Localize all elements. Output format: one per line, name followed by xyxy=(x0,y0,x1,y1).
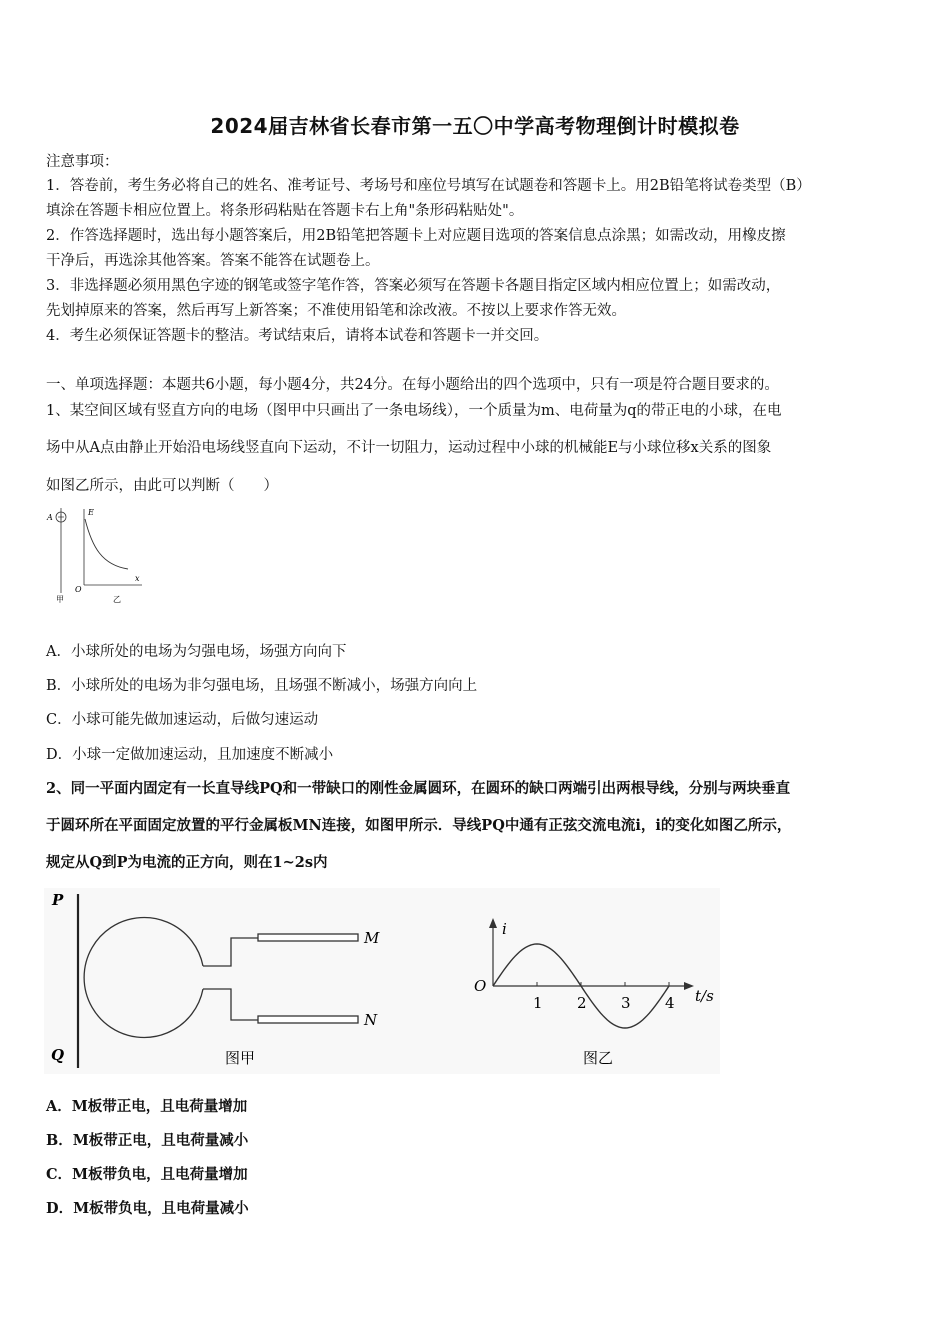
label-n: N xyxy=(364,1011,378,1029)
q2-option-b: B．M板带正电，且电荷量减小 xyxy=(46,1132,249,1149)
notice-line: 1．答卷前，考生务必将自己的姓名、准考证号、考场号和座位号填写在试题卷和答题卡上。用2B铅笔将试卷类型（B） xyxy=(46,178,811,194)
q1-caption-right: 乙 xyxy=(113,595,121,604)
plate-m xyxy=(258,934,358,941)
q2-stem-line: 规定从Q到P为电流的正方向，则在1~2s内 xyxy=(46,854,328,871)
q1-stem-line: 如图乙所示，由此可以判断（ ） xyxy=(46,478,278,494)
q2-figure xyxy=(44,888,720,1074)
page-title: 2024届吉林省长春市第一五〇中学高考物理倒计时模拟卷 xyxy=(210,114,740,138)
q1-label-a: A xyxy=(47,513,53,522)
q1-label-o: O xyxy=(75,585,82,594)
q1-stem-line: 1、某空间区域有竖直方向的电场（图甲中只画出了一条电场线），一个质量为m、电荷量为q的带正电的小球，在电 xyxy=(46,403,782,419)
q1-option-b: B．小球所处的电场为非匀强电场，且场强不断减小，场强方向向上 xyxy=(46,678,478,694)
notice-heading: 注意事项： xyxy=(46,154,119,170)
q2-stem-line: 于圆环所在平面固定放置的平行金属板MN连接，如图甲所示．导线PQ中通有正弦交流电流i，i的变化如图乙所示， xyxy=(46,817,792,834)
tick-label: 4 xyxy=(665,994,675,1012)
notice-line: 4．考生必须保证答题卡的整洁。考试结束后，请将本试卷和答题卡一并交回。 xyxy=(46,328,549,344)
q1-label-x: x xyxy=(135,574,140,583)
section-heading: 一、单项选择题：本题共6小题，每小题4分，共24分。在每小题给出的四个选项中，只有一项是符合题目要求的。 xyxy=(46,377,779,393)
tick-label: 1 xyxy=(533,994,543,1012)
label-m: M xyxy=(364,929,380,947)
axis-i-label: i xyxy=(502,920,507,938)
tick-label: 3 xyxy=(621,994,631,1012)
q1-label-e: E xyxy=(88,508,94,517)
notice-line: 2．作答选择题时，选出每小题答案后，用2B铅笔把答题卡上对应题目选项的答案信息点涂黑；如需改动，用橡皮擦 xyxy=(46,228,786,244)
q1-figure xyxy=(44,505,154,605)
q1-caption-left: 甲 xyxy=(56,595,64,604)
plate-n xyxy=(258,1016,358,1023)
q1-stem-line: 场中从A点由静止开始沿电场线竖直向下运动，不计一切阻力，运动过程中小球的机械能E与小球位移x关系的图象 xyxy=(46,440,772,456)
label-q: Q xyxy=(51,1046,65,1064)
origin-label: O xyxy=(474,977,487,995)
axis-t-label: t/s xyxy=(695,987,714,1005)
notice-line: 填涂在答题卡相应位置上。将条形码粘贴在答题卡右上角"条形码粘贴处"。 xyxy=(46,203,524,219)
tick-label: 2 xyxy=(577,994,587,1012)
notice-line: 先划掉原来的答案，然后再写上新答案；不准使用铅笔和涂改液。不按以上要求作答无效。 xyxy=(46,303,626,319)
caption-left: 图甲 xyxy=(225,1049,256,1067)
q1-option-a: A．小球所处的电场为匀强电场，场强方向向下 xyxy=(46,644,347,660)
q2-option-a: A．M板带正电，且电荷量增加 xyxy=(46,1098,248,1115)
q2-option-d: D．M板带负电，且电荷量减小 xyxy=(46,1200,249,1217)
q1-option-c: C．小球可能先做加速运动，后做匀速运动 xyxy=(46,712,319,728)
notice-line: 3．非选择题必须用黑色字迹的钢笔或签字笔作答，答案必须写在答题卡各题目指定区域内相应位置上；如需改动， xyxy=(46,278,781,294)
q2-stem-line: 2、同一平面内固定有一长直导线PQ和一带缺口的刚性金属圆环，在圆环的缺口两端引出两根导线，分别与两块垂直 xyxy=(46,780,791,797)
notice-line: 干净后，再选涂其他答案。答案不能答在试题卷上。 xyxy=(46,253,380,269)
q1-option-d: D．小球一定做加速运动，且加速度不断减小 xyxy=(46,747,334,763)
label-p: P xyxy=(52,891,64,909)
caption-right: 图乙 xyxy=(583,1049,614,1067)
q2-option-c: C．M板带负电，且电荷量增加 xyxy=(46,1166,248,1183)
energy-curve xyxy=(85,519,128,569)
